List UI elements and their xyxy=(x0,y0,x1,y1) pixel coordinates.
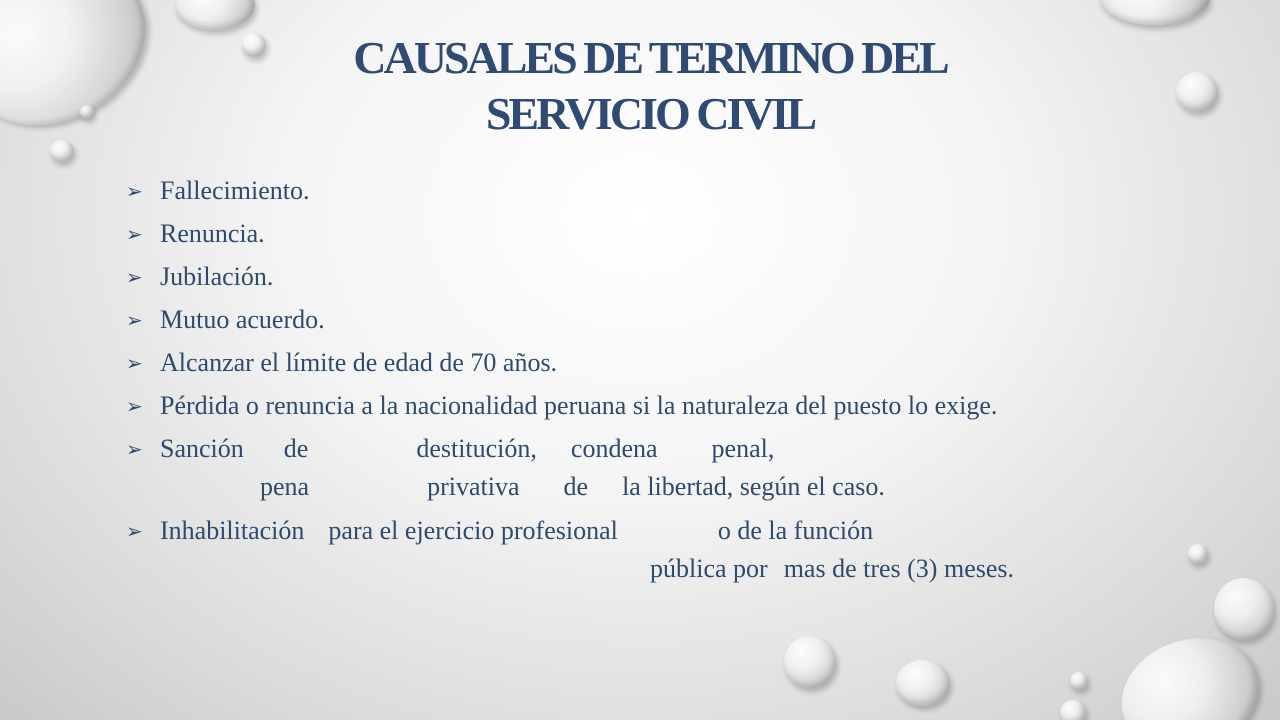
water-drop-decoration xyxy=(50,140,74,162)
water-drop-decoration xyxy=(1060,700,1086,720)
arrowhead-bullet-icon: ➢ xyxy=(126,265,143,289)
water-drop-decoration xyxy=(1070,672,1088,690)
arrowhead-bullet-icon: ➢ xyxy=(126,437,143,461)
water-drop-decoration xyxy=(1176,72,1218,112)
bullet-list xyxy=(126,172,1146,593)
arrowhead-bullet-icon: ➢ xyxy=(126,519,143,543)
title-line-1: CAUSALES DE TERMINO DEL xyxy=(353,32,947,83)
water-drop-decoration xyxy=(784,636,836,688)
arrowhead-bullet-icon: ➢ xyxy=(126,394,143,418)
list-item: ➢ Pérdida o renuncia a la nacionalidad peruana si la naturaleza del puesto lo exige. xyxy=(126,387,1146,425)
water-drop-decoration xyxy=(896,660,950,706)
list-item: ➢ Inhabilitación para el ejercicio profesional o de la función pública por mas de tres (3) meses. xyxy=(126,512,1146,588)
water-drop-decoration xyxy=(1100,0,1210,25)
list-item: ➢ Jubilación. xyxy=(126,258,1146,296)
slide-title xyxy=(200,30,1100,142)
water-drop-decoration xyxy=(1214,578,1274,640)
water-drop-decoration xyxy=(1188,544,1208,564)
arrowhead-bullet-icon: ➢ xyxy=(126,222,143,246)
water-drop-decoration xyxy=(175,0,255,30)
arrowhead-bullet-icon: ➢ xyxy=(126,179,143,203)
water-drop-decoration xyxy=(80,105,94,119)
water-drop-decoration xyxy=(0,0,175,157)
arrowhead-bullet-icon: ➢ xyxy=(126,351,143,375)
list-item: ➢ Renuncia. xyxy=(126,215,1146,253)
list-item: ➢ Fallecimiento. xyxy=(126,172,1146,210)
list-item: ➢ Alcanzar el límite de edad de 70 años. xyxy=(126,344,1146,382)
list-item: ➢ Mutuo acuerdo. xyxy=(126,301,1146,339)
arrowhead-bullet-icon: ➢ xyxy=(126,308,143,332)
list-item: ➢ Sanción de destitución, condena penal, pena privativa de la libertad, según el caso. xyxy=(126,430,1146,506)
title-line-2: SERVICIO CIVIL xyxy=(485,88,815,139)
